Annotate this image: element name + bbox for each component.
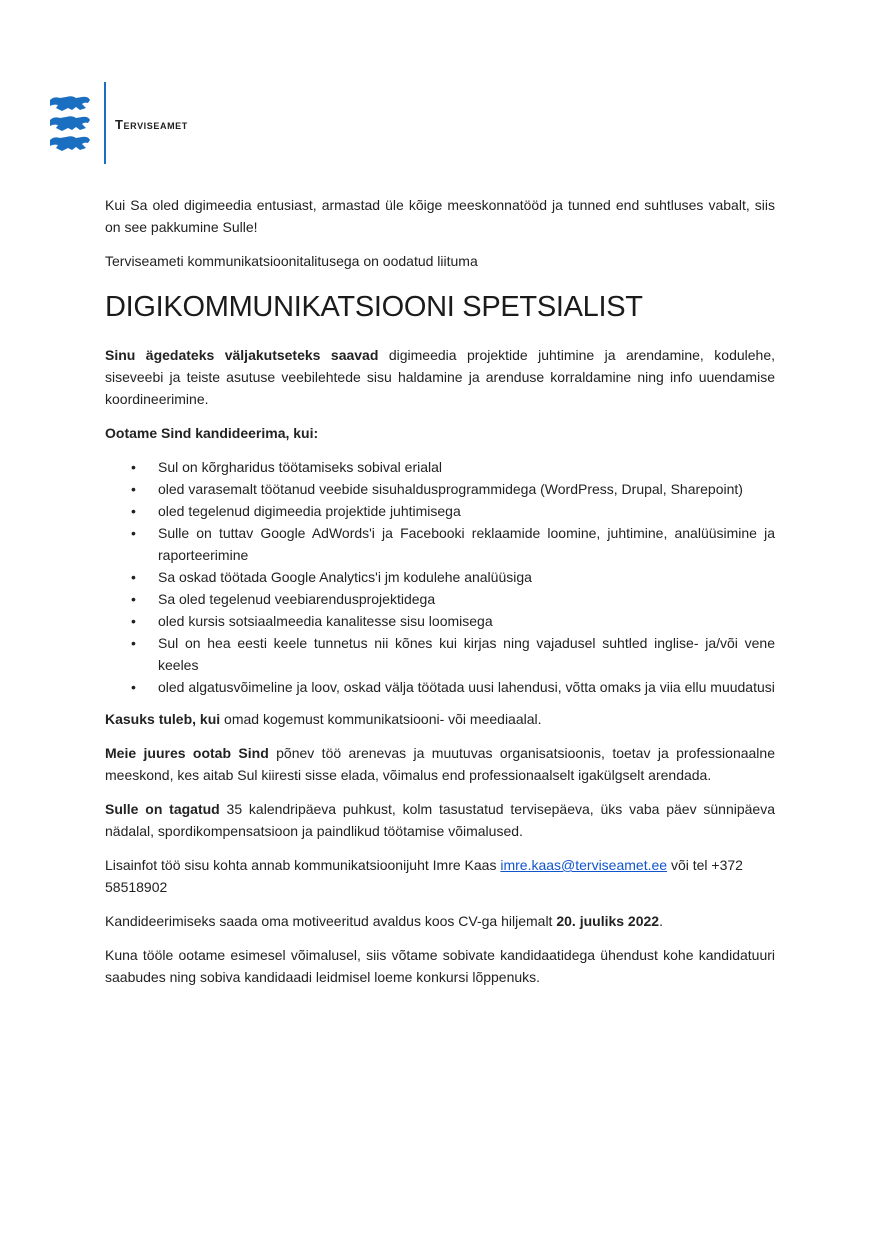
page-title: DIGIKOMMUNIKATSIOONI SPETSIALIST [105,291,643,323]
list-item-text: oled tegelenud digimeedia projektide juhtimisega [158,503,461,519]
contact-text: Lisainfot töö sisu kohta annab kommunikatsioonijuht Imre Kaas [105,857,501,873]
list-item-text: Sa oled tegelenud veebiarendusprojektidega [158,591,436,607]
challenges-lead: Sinu ägedateks väljakutseteks saavad [105,347,379,363]
advantage-lead: Kasuks tuleb, kui [105,711,221,727]
job-posting-body [105,194,775,1000]
contact-email-link[interactable]: imre.kaas@terviseamet.ee [500,857,668,873]
application-paragraph [105,910,775,932]
contact-paragraph [105,854,775,898]
list-item [105,588,775,610]
advantage-text: omad kogemust kommunikatsiooni- või meediaalal. [220,711,542,727]
bullet-icon: • [131,503,136,519]
contact-phone-text: või tel +372 58518902 [105,857,743,895]
bullet-icon: • [131,679,136,695]
challenges-paragraph [105,344,775,410]
list-item-text: oled kursis sotsiaalmeedia kanalitesse sisu loomisega [158,613,493,629]
list-item [105,632,775,676]
requirements-list [105,456,775,698]
list-item [105,478,775,500]
bullet-icon: • [131,481,136,497]
bullet-icon: • [131,459,136,475]
list-item [105,522,775,566]
list-item-text: Sulle on tuttav Google AdWords'i ja Facebooki reklaamide loomine, juhtimine, analüüsimine ja raporteerimine [158,525,775,563]
logo-divider [104,82,106,164]
list-item [105,456,775,478]
benefits-lead: Sulle on tagatud [105,801,220,817]
closing-paragraph: Kuna tööle ootame esimesel võimalusel, siis võtame sobivate kandidaatidega ühendust kohe kandidatuuri saabudes ning sobiva kandidaadi leidmisel loeme konkursi lõppenuks. [105,947,775,985]
advantage-paragraph [105,708,775,730]
offer-text: põnev töö arenevas ja muutuvas organisatsioonis, toetav ja professionaalne meeskond, kes aitab Sul kiiresti sisse elada, võimalus end professionaalselt igakülgselt arendada. [105,745,775,783]
bullet-icon: • [131,569,136,585]
application-text: Kandideerimiseks saada oma motiveeritud avaldus koos CV-ga hiljemalt [105,913,557,929]
bullet-icon: • [131,591,136,607]
offer-paragraph [105,742,775,786]
application-deadline: 20. juuliks 2022 [556,913,660,929]
list-item-text: Sul on hea eesti keele tunnetus nii kõnes kui kirjas ning vajadusel suhtled inglise- ja/või vene keeles [158,635,775,673]
offer-lead: Meie juures ootab Sind [105,745,269,761]
list-item [105,566,775,588]
brand-name: Terviseamet [115,117,188,132]
bullet-icon: • [131,635,136,651]
list-item [105,500,775,522]
list-item-text: oled algatusvõimeline ja loov, oskad välja töötada uusi lahendusi, võtta omaks ja viia ellu muudatusi [158,679,775,695]
challenges-text: digimeedia projektide juhtimine ja arendamine, kodulehe, siseveebi ja teiste asutuse veebilehtede sisu haldamine ja arenduse korraldamine ning info uuendamise koordineerimine. [105,347,775,407]
benefits-text: 35 kalendripäeva puhkust, kolm tasustatud tervisepäeva, üks vaba päev sünnipäeva nädalal, spordikompensatsioon ja paindlikud töötamise võimalused. [105,801,776,839]
list-item-text: Sa oskad töötada Google Analytics'i jm kodulehe analüüsiga [158,569,532,585]
list-item [105,610,775,632]
coat-of-arms-icon [48,94,92,154]
intro-paragraph: Kui Sa oled digimeedia entusiast, armastad üle kõige meeskonnatööd ja tunned end suhtluses vabalt, siis on see pakkumine Sulle! [105,197,775,235]
bullet-icon: • [131,525,136,541]
requirements-heading: Ootame Sind kandideerima, kui: [105,425,319,441]
application-end: . [659,913,663,929]
bullet-icon: • [131,613,136,629]
intro-team-line: Terviseameti kommunikatsioonitalitusega on oodatud liituma [105,253,478,269]
list-item [105,676,775,698]
list-item-text: oled varasemalt töötanud veebide sisuhaldusprogrammidega (WordPress, Drupal, Sharepoint) [158,481,743,497]
benefits-paragraph [105,798,775,842]
list-item-text: Sul on kõrgharidus töötamiseks sobival erialal [158,459,443,475]
